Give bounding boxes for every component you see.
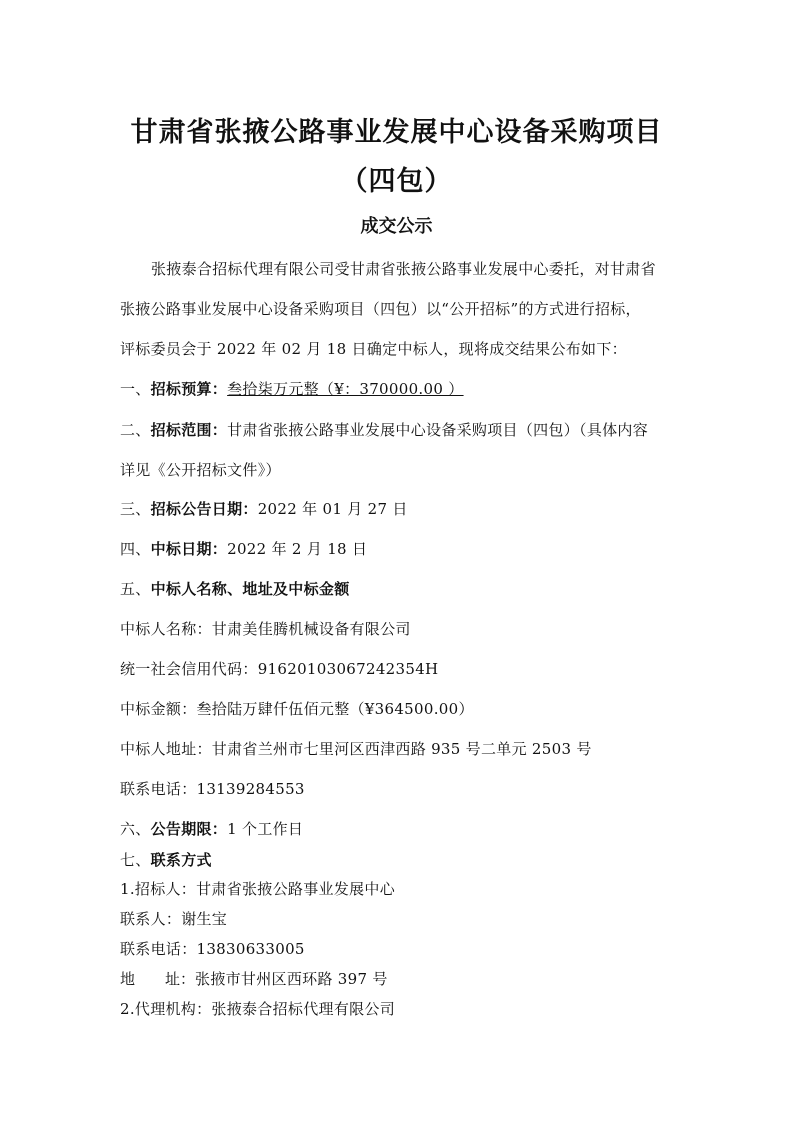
address-label-second: 址： — [165, 970, 196, 988]
contact-person: 联系人：谢生宝 — [120, 910, 228, 928]
page-title: 甘肃省张掖公路事业发展中心设备采购项目 — [130, 117, 663, 148]
contact-tenderer: 1.招标人：甘肃省张掖公路事业发展中心 — [120, 880, 396, 898]
winner-name: 中标人名称：甘肃美佳腾机械设备有限公司 — [120, 620, 411, 638]
intro-line-3: 评标委员会于 2022 年 02 月 18 日确定中标人，现将成交结果公布如下： — [120, 340, 627, 358]
section-notice-period — [120, 819, 303, 839]
winner-phone: 联系电话：13139284553 — [120, 780, 305, 798]
section-label: 招标预算： — [150, 380, 228, 398]
scope-value: 甘肃省张掖公路事业发展中心设备采购项目（四包）（具体内容 — [227, 421, 649, 439]
section-label: 招标范围： — [150, 421, 228, 439]
section-label: 联系方式 — [150, 851, 212, 869]
contact-agency: 2.代理机构：张掖泰合招标代理有限公司 — [120, 1000, 396, 1018]
section-number: 四、 — [120, 540, 151, 558]
section-number: 六、 — [120, 820, 151, 838]
page-subtitle: 成交公示 — [360, 216, 433, 237]
section-label: 中标日期： — [150, 540, 228, 558]
scope-continuation: 详见《公开招标文件》） — [120, 461, 281, 479]
award-date-value: 2022 年 2 月 18 日 — [227, 540, 368, 558]
contact-phone: 联系电话：13830633005 — [120, 940, 305, 958]
budget-value: 叁拾柒万元整（¥：370000.00 ） — [227, 380, 464, 398]
notice-period-value: 1 个工作日 — [227, 820, 304, 838]
address-label-first: 地 — [120, 970, 136, 988]
winner-address: 中标人地址：甘肃省兰州市七里河区西津西路 935 号二单元 2503 号 — [120, 740, 592, 758]
section-label: 中标人名称、地址及中标金额 — [150, 580, 350, 598]
section-contact — [120, 850, 212, 870]
notice-date-value: 2022 年 01 月 27 日 — [257, 500, 408, 518]
section-label: 招标公告日期： — [150, 500, 258, 518]
section-budget — [120, 379, 464, 399]
section-number: 三、 — [120, 500, 151, 518]
section-number: 五、 — [120, 580, 151, 598]
address-value: 张掖市甘州区西环路 397 号 — [195, 970, 388, 988]
section-label: 公告期限： — [150, 820, 228, 838]
contact-address — [120, 969, 388, 989]
section-winner — [120, 579, 350, 599]
winner-amount: 中标金额：叁拾陆万肆仟伍佰元整（¥364500.00） — [120, 700, 474, 718]
winner-credit-code: 统一社会信用代码：91620103067242354H — [120, 660, 439, 678]
section-number: 七、 — [120, 851, 151, 869]
section-notice-date — [120, 499, 408, 519]
page-title-package: （四包） — [340, 166, 453, 197]
section-number: 一、 — [120, 380, 151, 398]
intro-line-1: 张掖泰合招标代理有限公司受甘肃省张掖公路事业发展中心委托，对甘肃省 — [151, 260, 656, 278]
section-number: 二、 — [120, 421, 151, 439]
intro-line-2: 张掖公路事业发展中心设备采购项目（四包）以“公开招标”的方式进行招标， — [120, 300, 641, 318]
section-award-date — [120, 539, 367, 559]
section-scope — [120, 420, 648, 440]
